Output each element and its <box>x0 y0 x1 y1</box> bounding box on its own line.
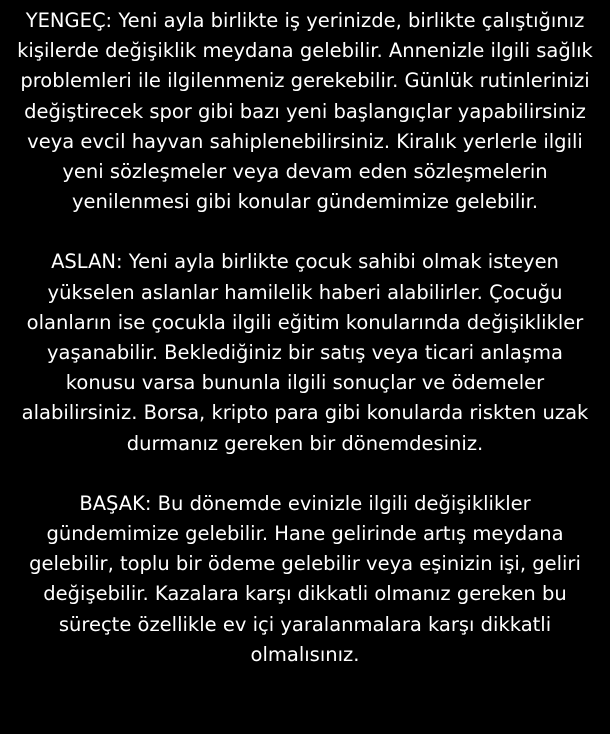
text-line: gündemimize gelebilir. Hane gelirinde artış meydana <box>46 522 564 546</box>
text-line: olmalısınız. <box>250 642 360 666</box>
text-line: konusu varsa bununla ilgili sonuçlar ve ödemeler <box>65 371 545 395</box>
text-line: durmanız gereken bir dönemdesiniz. <box>126 431 484 455</box>
text-line: değiştirecek spor gibi bazı yeni başlangıçlar yapabilirsiniz <box>24 99 586 123</box>
text-line: problemleri ile ilgilenmeniz gerekebilir. Günlük rutinlerinizi <box>20 69 590 93</box>
section-aslan <box>0 247 610 458</box>
text-line: olanların ise çocukla ilgili eğitim konularında değişiklikler <box>26 310 584 334</box>
section-yengec <box>0 6 610 217</box>
text-line: süreçte özellikle ev içi yaralanmalara karşı dikkatli <box>58 612 552 636</box>
text-line: ASLAN: Yeni ayla birlikte çocuk sahibi olmak isteyen <box>51 250 559 274</box>
text-line: yaşanabilir. Beklediğiniz bir satış veya ticari anlaşma <box>47 341 563 365</box>
section-basak <box>0 489 610 670</box>
text-line: değişebilir. Kazalara karşı dikkatli olmanız gereken bu <box>43 582 567 606</box>
text-line: veya evcil hayvan sahiplenebilirsiniz. Kiralık yerlerle ilgili <box>27 129 583 153</box>
text-line: kişilerde değişiklik meydana gelebilir. Annenizle ilgili sağlık <box>17 39 593 63</box>
text-line: yükselen aslanlar hamilelik haberi alabilirler. Çocuğu <box>47 280 563 304</box>
text-line: BAŞAK: Bu dönemde evinizle ilgili değişiklikler <box>79 491 531 515</box>
text-line: gelebilir, toplu bir ödeme gelebilir veya eşinizin işi, geliri <box>29 552 581 576</box>
text-line: YENGEÇ: Yeni ayla birlikte iş yerinizde, birlikte çalıştığınız <box>25 9 585 32</box>
text-line: yenilenmesi gibi konular gündemimize gelebilir. <box>71 190 539 214</box>
text-line: yeni sözleşmeler veya devam eden sözleşmelerin <box>62 160 548 184</box>
text-line: alabilirsiniz. Borsa, kripto para gibi konularda riskten uzak <box>21 401 589 425</box>
